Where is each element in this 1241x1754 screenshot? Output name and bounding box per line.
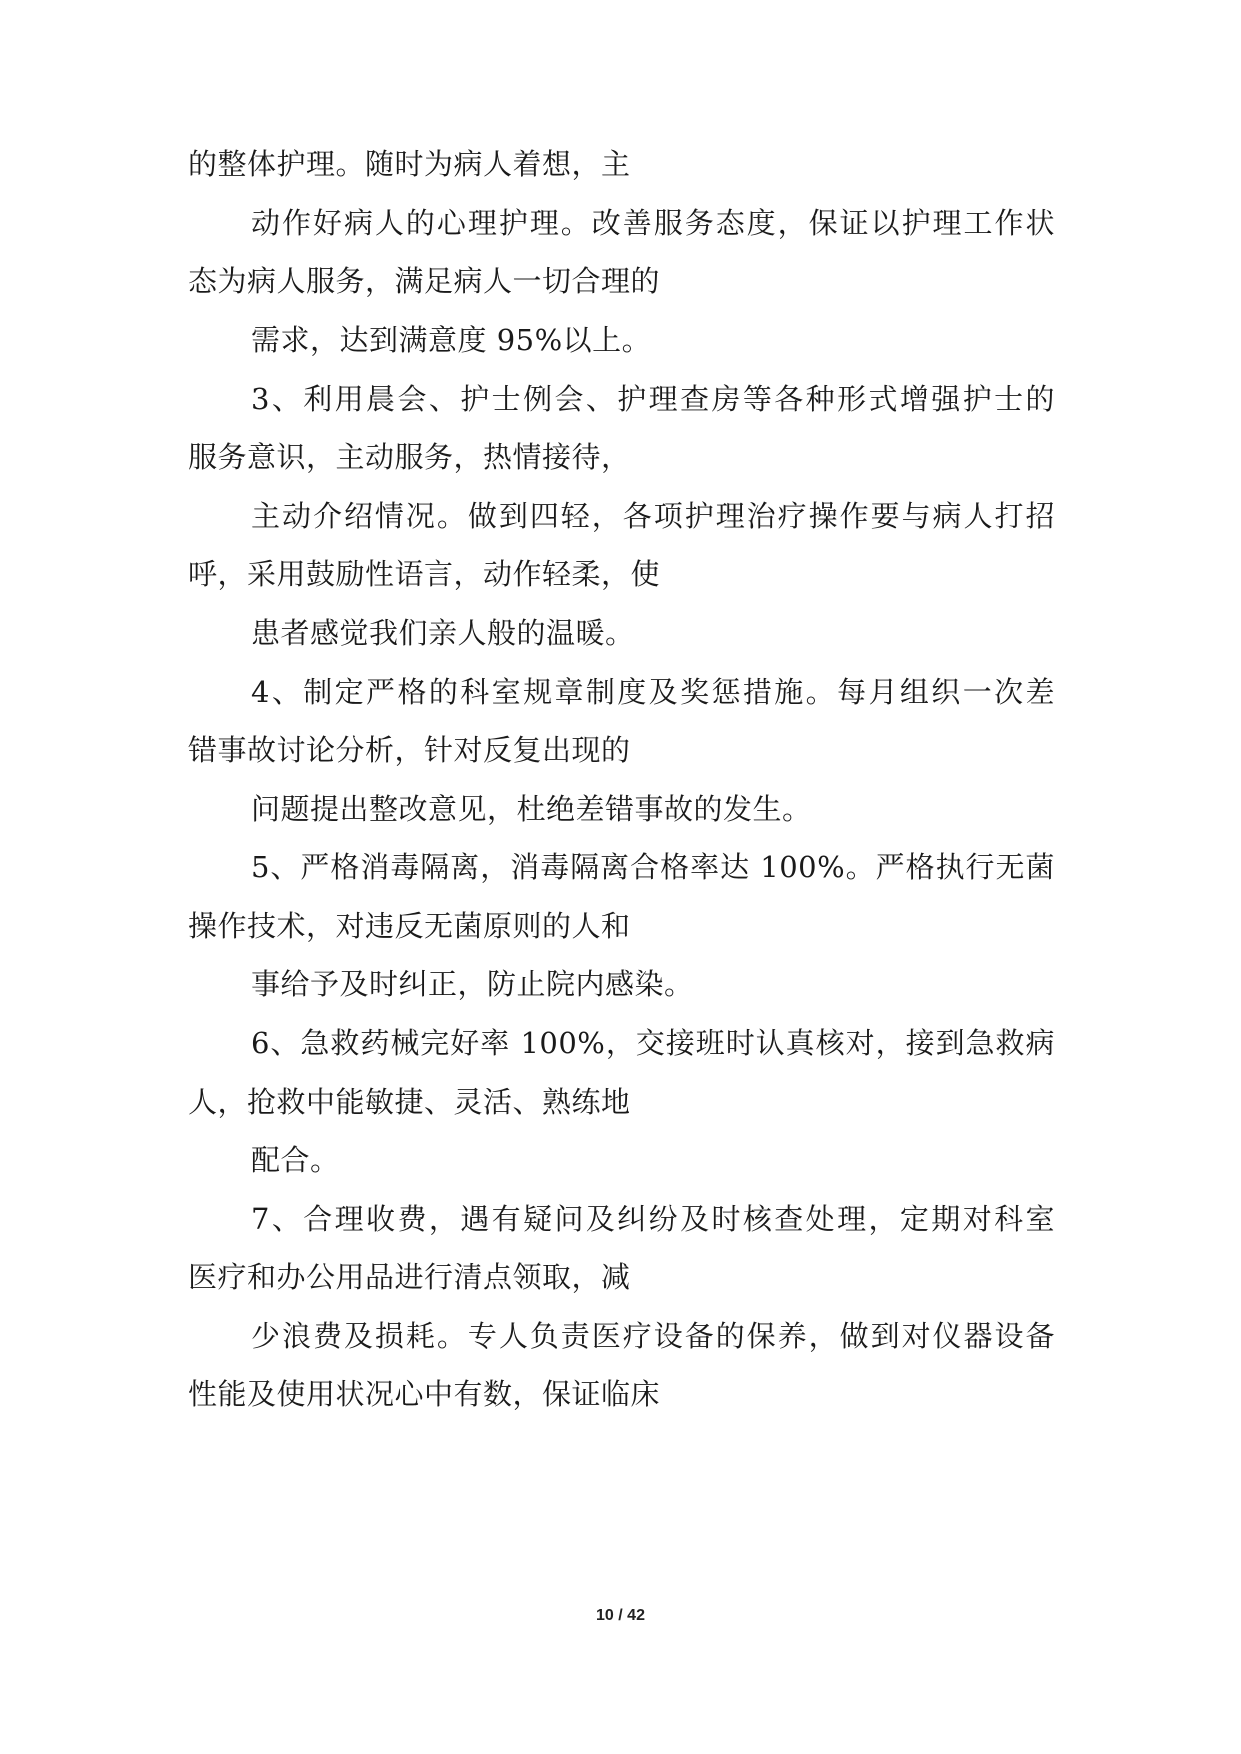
text-line: 性能及使用状况心中有数，保证临床 — [188, 1377, 661, 1411]
text-line: 7、合理收费，遇有疑问及纠纷及时核查处理，定期对科室 — [251, 1202, 1055, 1236]
text-line: 6、急救药械完好率 100%，交接班时认真核对，接到急救病 — [251, 1026, 1055, 1060]
text-line: 5、严格消毒隔离，消毒隔离合格率达 100%。严格执行无菌 — [251, 850, 1055, 884]
page-number: 10 / 42 — [596, 1607, 645, 1624]
text-line: 事给予及时纠正，防止院内感染。 — [251, 967, 694, 1001]
text-line: 人，抢救中能敏捷、灵活、熟练地 — [188, 1085, 631, 1119]
text-line: 主动介绍情况。做到四轻，各项护理治疗操作要与病人打招 — [251, 499, 1055, 533]
text-line: 少浪费及损耗。专人负责医疗设备的保养，做到对仪器设备 — [251, 1319, 1055, 1353]
text-line: 操作技术，对违反无菌原则的人和 — [188, 909, 631, 943]
text-line: 配合。 — [251, 1143, 340, 1177]
text-line: 医疗和办公用品进行清点领取，减 — [188, 1260, 631, 1294]
text-line: 服务意识，主动服务，热情接待， — [188, 440, 631, 474]
text-line: 态为病人服务，满足病人一切合理的 — [188, 264, 661, 298]
text-line: 问题提出整改意见，杜绝差错事故的发生。 — [251, 792, 812, 826]
text-line: 错事故讨论分析，针对反复出现的 — [188, 733, 631, 767]
text-line: 4、制定严格的科室规章制度及奖惩措施。每月组织一次差 — [251, 675, 1055, 709]
text-line: 患者感觉我们亲人般的温暖。 — [251, 616, 635, 650]
text-line: 呼，采用鼓励性语言，动作轻柔，使 — [188, 557, 661, 591]
text-line: 的整体护理。随时为病人着想，主 — [188, 147, 631, 181]
text-line: 需求，达到满意度 95%以上。 — [251, 323, 652, 357]
text-line: 3、利用晨会、护士例会、护理查房等各种形式增强护士的 — [251, 382, 1055, 416]
text-line: 动作好病人的心理护理。改善服务态度，保证以护理工作状 — [251, 206, 1055, 240]
